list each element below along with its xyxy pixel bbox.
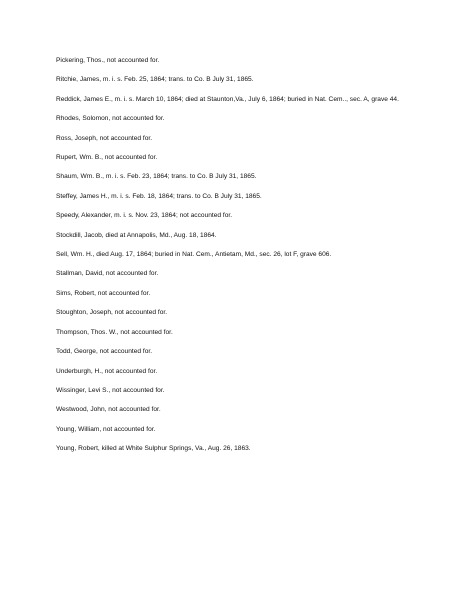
roster-entry: Stoughton, Joseph, not accounted for. bbox=[56, 309, 168, 317]
roster-entry: Reddick, James E., m. i. s. March 10, 1864; died at Staunton,Va., July 6, 1864; buried in Nat. Cem.., sec. A, grave 44. bbox=[56, 95, 399, 103]
roster-entry: Westwood, John, not accounted for. bbox=[56, 406, 161, 414]
roster-entry: Thompson, Thos. W., not accounted for. bbox=[56, 328, 173, 336]
roster-entry: Ross, Joseph, not accounted for. bbox=[56, 134, 153, 142]
roster-entry: Shaum, Wm. B., m. i. s. Feb. 23, 1864; trans. to Co. B July 31, 1865. bbox=[56, 173, 257, 181]
roster-entry: Sims, Robert, not accounted for. bbox=[56, 289, 151, 297]
roster-list bbox=[56, 57, 406, 465]
roster-entry: Young, Robert, killed at White Sulphur Springs, Va., Aug. 26, 1863. bbox=[56, 445, 251, 453]
roster-entry: Young, William, not accounted for. bbox=[56, 425, 156, 433]
roster-entry: Todd, George, not accounted for. bbox=[56, 348, 153, 356]
roster-entry: Sell, Wm. H., died Aug. 17, 1864; buried in Nat. Cem., Antietam, Md., sec. 26, lot F, grave 606. bbox=[56, 251, 332, 259]
roster-entry: Wissinger, Levi S., not accounted for. bbox=[56, 386, 165, 394]
roster-entry: Underburgh, H., not accounted for. bbox=[56, 367, 158, 375]
roster-entry: Stockdill, Jacob, died at Annapolis, Md., Aug. 18, 1864. bbox=[56, 231, 217, 239]
roster-entry: Steffey, James H., m. i. s. Feb. 18, 1864; trans. to Co. B July 31, 1865. bbox=[56, 192, 262, 200]
roster-entry: Rhodes, Solomon, not accounted for. bbox=[56, 115, 165, 123]
roster-entry: Ritchie, James, m. i. s. Feb. 25, 1864; trans. to Co. B July 31, 1865. bbox=[56, 76, 254, 84]
roster-entry: Pickering, Thos., not accounted for. bbox=[56, 57, 160, 64]
roster-entry: Stallman, David, not accounted for. bbox=[56, 270, 159, 278]
roster-entry: Rupert, Wm. B., not accounted for. bbox=[56, 154, 158, 162]
roster-entry: Speedy, Alexander, m. i. s. Nov. 23, 1864; not accounted for. bbox=[56, 212, 233, 220]
